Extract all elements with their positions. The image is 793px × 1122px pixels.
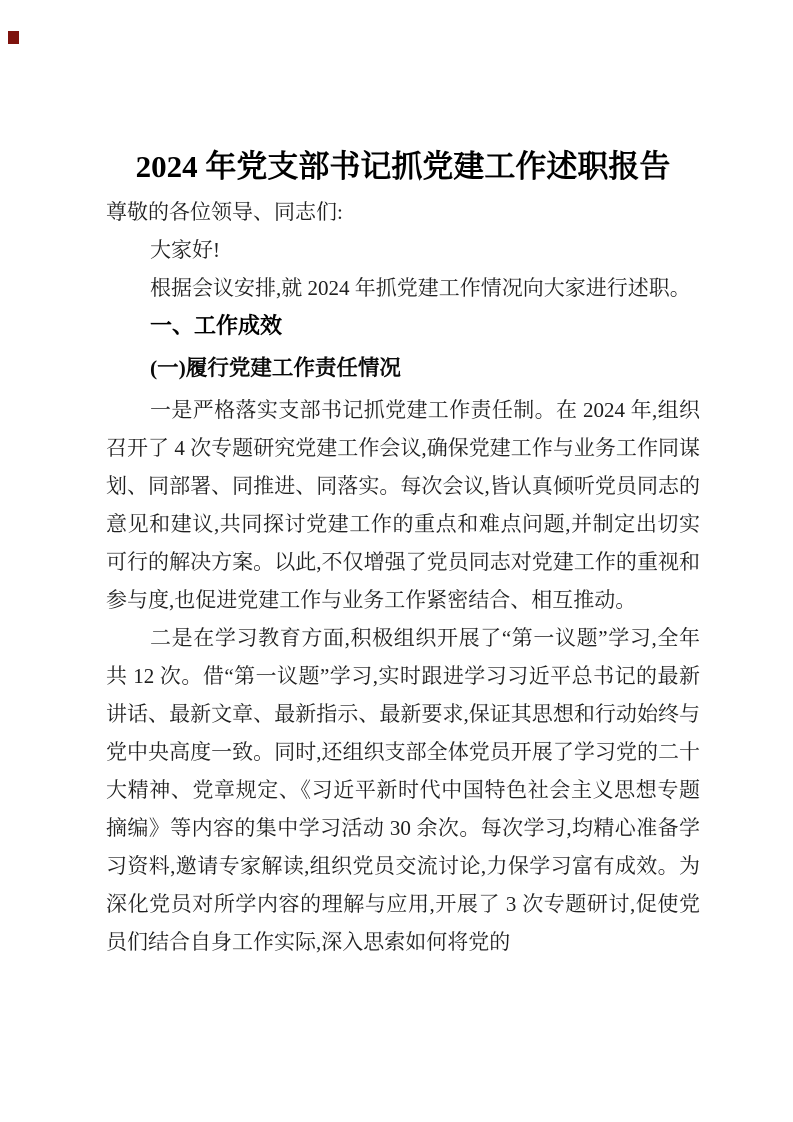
paragraph-point-2: 二是在学习教育方面,积极组织开展了“第一议题”学习,全年共 12 次。借“第一议题”学习,实时跟进学习习近平总书记的最新讲话、最新文章、最新指示、最新要求,保证其思想和行动始终与党中央高度一致。同时,还组织支部全体党员开展了学习党的二十大精神、党章规定、《习近平新时代中国特色社会主义思想专题摘编》等内容的集中学习活动 30 余次。每次学习,均精心准备学习资料,邀请专家解读,组织党员交流讨论,力保学习富有成效。为深化党员对所学内容的理解与应用,开展了 3 次专题研讨,促使党员们结合自身工作实际,深入思索如何将党的 (106, 626, 700, 954)
paragraph-point-1: 一是严格落实支部书记抓党建工作责任制。在 2024 年,组织召开了 4 次专题研究党建工作会议,确保党建工作与业务工作同谋划、同部署、同推进、同落实。每次会议,皆认真倾听党员同志的意见和建议,共同探讨党建工作的重点和难点问题,并制定出切实可行的解决方案。以此,不仅增强了党员同志对党建工作的重视和参与度,也促进党建工作与业务工作紧密结合、相互推动。 (106, 398, 700, 612)
document-content (106, 146, 700, 961)
red-corner-marker (8, 31, 19, 44)
greeting-line: 大家好! (150, 238, 220, 262)
section-heading-1: 一、工作成效 (150, 313, 283, 338)
salutation-line: 尊敬的各位领导、同志们: (106, 200, 343, 224)
document-body (106, 193, 700, 961)
intro-paragraph: 根据会议安排,就 2024 年抓党建工作情况向大家进行述职。 (150, 276, 691, 300)
subsection-heading-1-1: (一)履行党建工作责任情况 (150, 356, 401, 380)
document-title: 2024 年党支部书记抓党建工作述职报告 (135, 149, 671, 184)
